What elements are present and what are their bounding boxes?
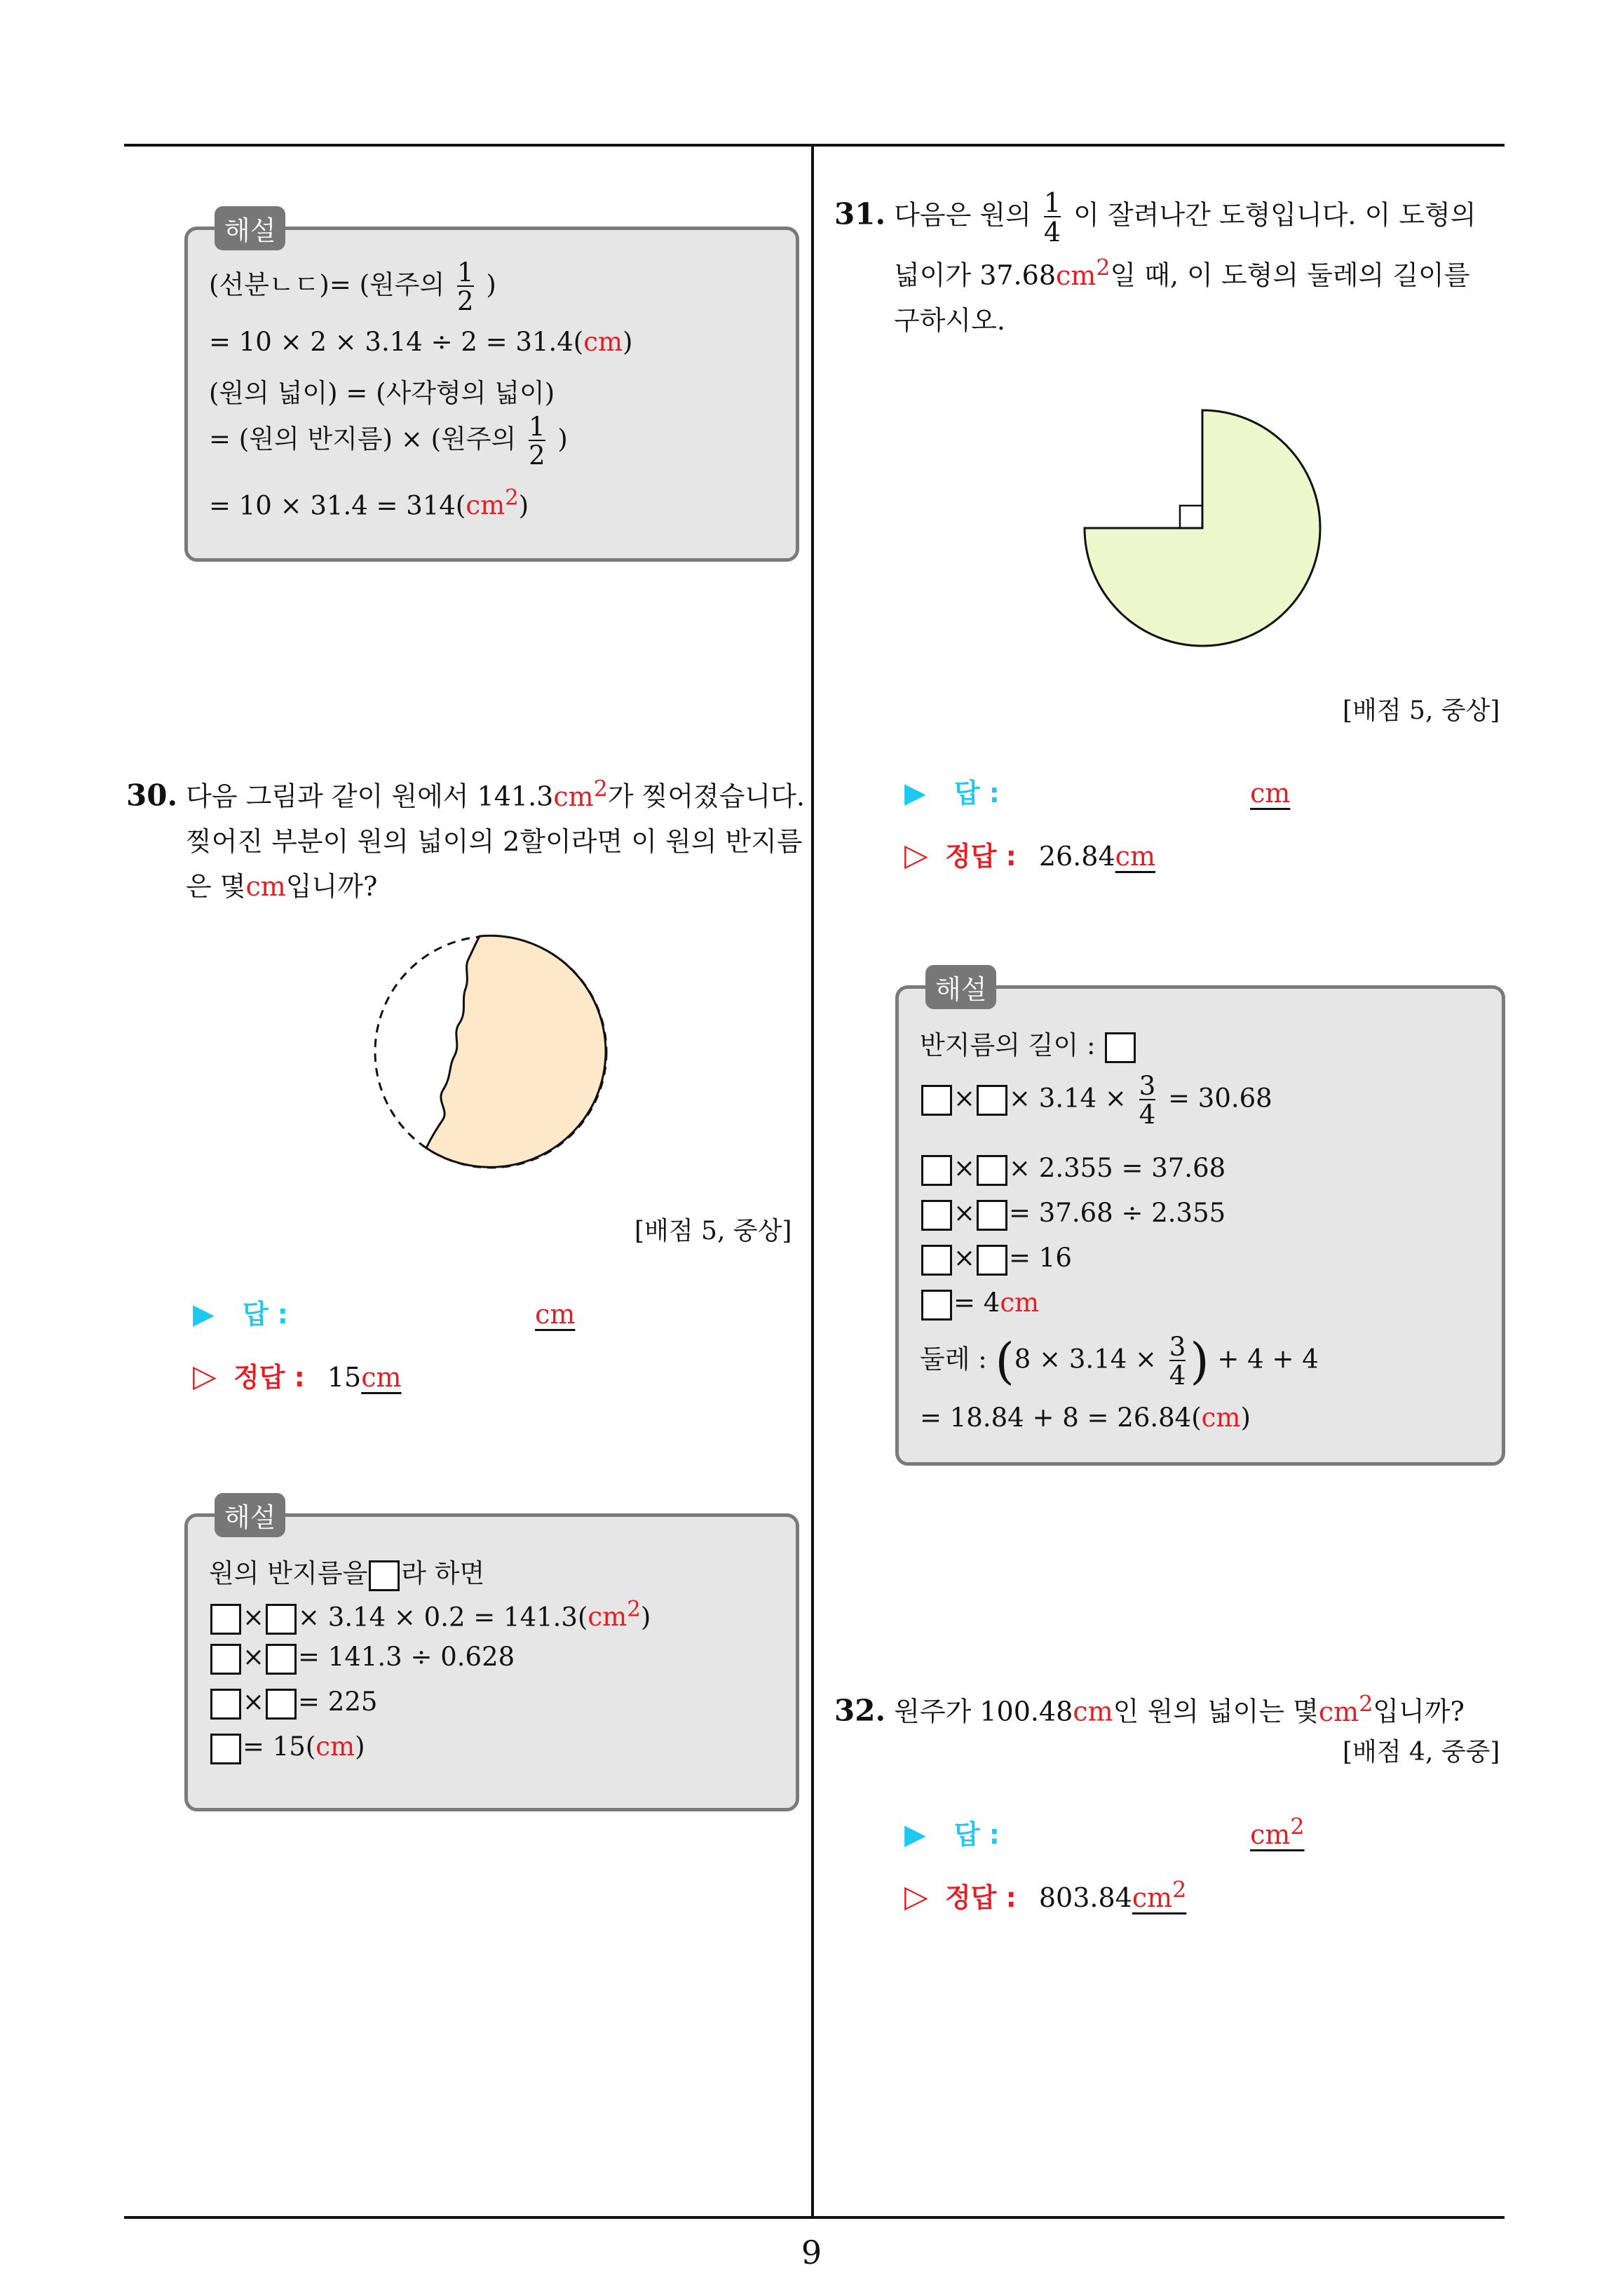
question-30: 30. 다음 그림과 같이 원에서 $141.3cm^2$가 찢어졌습니다. 찢어진 부분이 원의 넓이의 2할이라면 이 원의 반지름 은 몇cm입니까?: [126, 776, 805, 902]
answer-row: ▶ 답 : $cm^2$: [904, 1814, 1305, 1851]
question-31: 31. 다음은 원의 $\frac{1}{4}$ 이 잘려나간 도형입니다. 이 도형의 넓이가 $37.68cm^2$일 때, 이 도형의 둘레의 길이를 구하시오.: [834, 187, 1476, 336]
question-32: 32. 원주가 100.48cm인 원의 넓이는 몇$cm^2$입니까?: [834, 1691, 1465, 1728]
solution-line: = 4cm: [920, 1288, 1039, 1321]
question-number: 30.: [126, 778, 178, 813]
solution-box-29: [184, 215, 799, 562]
column-divider: [811, 145, 814, 2217]
answer-input-blank[interactable]: $cm^2$: [1250, 1814, 1305, 1850]
correct-answer-row: ▷ 정답 : $803.84cm^2$: [904, 1877, 1187, 1915]
torn-circle-shape: [426, 936, 606, 1167]
answer-input-blank[interactable]: cm: [1250, 778, 1291, 809]
solution-box-31: [895, 974, 1505, 1466]
answer-input-blank[interactable]: cm: [535, 1299, 576, 1330]
solution-line: × × 3.14 × $\frac{3}{4}$ = 30.68: [920, 1073, 1272, 1128]
solution-line: × = 141.3 ÷ 0.628: [209, 1642, 515, 1675]
score: [배점 4, 중중]: [1343, 1738, 1500, 1767]
solution-line: = 10 × 2 × 3.14 ÷ 2 = 31.4(cm): [209, 327, 633, 357]
solution-line: × = 16: [920, 1243, 1072, 1276]
answer-row: ▶ 답 : cm: [193, 1298, 576, 1330]
solution-line: = 18.84 + 8 = 26.84(cm): [920, 1403, 1251, 1433]
correct-answer-row: ▷ 정답 : 15cm: [193, 1358, 402, 1394]
top-rule: [124, 144, 1505, 147]
solution-line: = 15(cm): [209, 1731, 365, 1764]
solution-line: 반지름의 길이 :: [920, 1024, 1137, 1063]
three-quarter-circle-figure: [1073, 403, 1332, 663]
solution-tag: 해설: [215, 1493, 285, 1537]
torn-circle-figure: [365, 926, 617, 1178]
solution-line: × = 225: [209, 1687, 377, 1720]
solution-line: × × 2.355 = 37.68: [920, 1153, 1225, 1186]
correct-answer-row: ▷ 정답 : 26.84cm: [904, 837, 1155, 873]
right-angle-mark: [1180, 506, 1202, 528]
solution-tag: 해설: [215, 206, 285, 250]
bottom-rule: [124, 2216, 1505, 2219]
score: [배점 5, 중상]: [1343, 696, 1500, 725]
solution-line: 둘레 : (8 × 3.14 × $\frac{3}{4}$ ) + 4 + 4: [920, 1332, 1319, 1391]
solution-line: = (원의 반지름) × (원주의 $\frac{1}{2}$ ): [209, 412, 568, 471]
question-number: 32.: [834, 1693, 886, 1728]
solution-tag: 해설: [925, 965, 996, 1009]
score: [배점 5, 중상]: [634, 1217, 792, 1245]
page-number: 9: [801, 2234, 822, 2271]
question-number: 31.: [834, 196, 886, 231]
answer-row: ▶ 답 : cm: [904, 777, 1291, 809]
solution-line: × × $3.14 \times 0.2 = 141.3(cm^2)$: [209, 1597, 651, 1635]
solution-box-30: [184, 1502, 799, 1811]
solution-line: 원의 반지름을 라 하면: [209, 1552, 484, 1591]
solution-line: × = 37.68 ÷ 2.355: [920, 1198, 1225, 1231]
solution-line: (원의 넓이) = (사각형의 넓이): [209, 378, 555, 408]
solution-line: = $10 \times 31.4 = 314(cm^2)$: [209, 485, 529, 521]
solution-line: (선분ㄴㄷ)= (원주의 $\frac{1}{2}$ ): [209, 257, 496, 316]
